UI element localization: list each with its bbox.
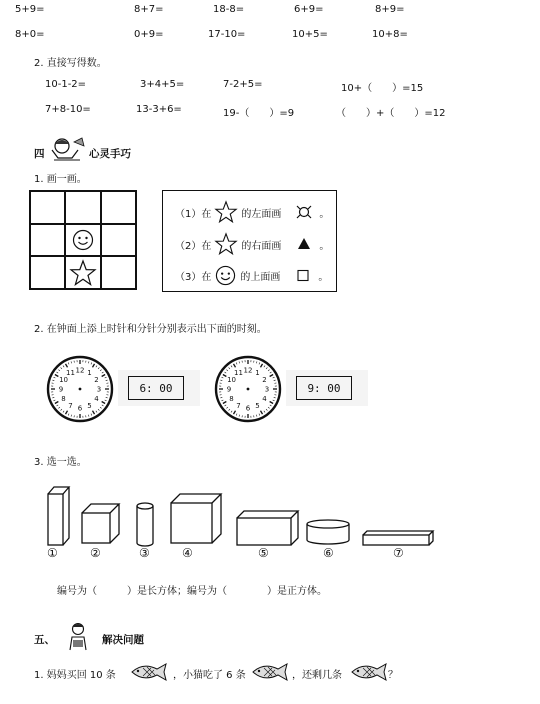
clock-tick	[91, 363, 92, 365]
fish-icon	[349, 662, 389, 682]
word-problem-1	[34, 666, 414, 686]
clock-tick	[55, 375, 58, 377]
problem-text: 6+9=	[294, 4, 324, 15]
clock-tick	[71, 361, 72, 363]
clock-tick	[93, 364, 95, 367]
clock-tick	[58, 370, 59, 371]
clock-tick	[54, 400, 56, 401]
clock-tick	[226, 370, 227, 371]
instruction-text: 的左面画	[241, 208, 282, 220]
shape-label: ⑦	[393, 546, 404, 560]
clock-numeral: 6	[77, 404, 83, 413]
smiley-icon	[215, 265, 236, 286]
cylinder-shape	[137, 503, 153, 546]
instruction-suffix: 。	[318, 272, 329, 283]
clock-tick	[273, 400, 275, 401]
clock-numeral: 12	[75, 366, 85, 375]
clock-numeral: 1	[255, 369, 260, 378]
clock-tick	[261, 364, 263, 367]
shape-label: ⑤	[258, 546, 269, 560]
clock-tick	[229, 409, 230, 410]
long-cuboid-shape	[363, 531, 433, 545]
grid-cell[interactable]	[101, 191, 136, 224]
clock-tick	[239, 415, 240, 417]
clock-tick	[52, 380, 54, 381]
shape-label: ②	[90, 546, 101, 560]
clock-numeral: 10	[59, 376, 69, 384]
problem-text: 5+9=	[15, 4, 45, 15]
clock-numeral: 6	[245, 404, 251, 413]
section-4-number: 四	[34, 148, 45, 160]
shape-label: ⑥	[323, 546, 334, 560]
clock-tick	[63, 411, 64, 413]
problem-text: 8+0=	[15, 29, 45, 40]
clock-numeral: 9	[226, 385, 232, 394]
clock-tick	[52, 397, 54, 398]
triangle-icon	[293, 237, 315, 251]
clock-tick	[54, 377, 56, 378]
clock-tick	[88, 415, 89, 417]
instruction-1	[175, 201, 329, 223]
clock-tick	[98, 367, 99, 368]
clock-tick	[259, 414, 260, 416]
clock-numeral: 8	[229, 395, 234, 403]
flat-cuboid-shape	[237, 511, 298, 545]
clock-numeral: 3	[264, 385, 270, 394]
grid-cell[interactable]	[65, 224, 100, 257]
clock-tick	[231, 366, 232, 368]
clock-tick	[261, 411, 263, 414]
clock-numeral: 2	[94, 376, 99, 384]
clock-numeral: 5	[255, 401, 260, 410]
cube-shape	[171, 494, 221, 543]
clock-tick	[106, 397, 108, 398]
star-icon	[215, 233, 237, 255]
choose-title: 3. 选一选。	[34, 457, 87, 468]
clock-tick	[226, 407, 227, 408]
shape-label: ③	[139, 546, 150, 560]
clock-numeral: 11	[234, 369, 243, 378]
instruction-suffix: 。	[319, 208, 330, 220]
clock-tick	[96, 366, 97, 368]
clock-tick	[98, 409, 99, 410]
instruction-text: （1）在	[175, 208, 212, 220]
solid-shapes	[0, 480, 540, 560]
clock-numeral: 4	[262, 395, 267, 403]
problem-text: ？	[388, 670, 398, 681]
tall-cuboid-shape	[48, 487, 69, 545]
clock-numeral: 3	[96, 385, 102, 394]
clock-tick	[220, 380, 222, 381]
problem-text: 18-8=	[213, 4, 245, 15]
problem-text: 8+7=	[134, 4, 164, 15]
clock-center-dot	[79, 388, 82, 391]
drawing-instructions-box	[162, 190, 337, 292]
time-box-6: 6: 00	[128, 376, 184, 400]
problem-text: 19-（ ）=9	[223, 108, 295, 119]
clock-tick	[236, 414, 237, 416]
instruction-text: （2）在	[175, 240, 212, 252]
clock-numeral: 1	[87, 369, 92, 378]
clock-tick	[225, 405, 227, 406]
problem-text: 10-1-2=	[45, 79, 87, 90]
clock-tick	[236, 363, 237, 365]
problem-text: 1. 妈妈买回 10 条	[34, 670, 116, 681]
clock-numeral: 11	[66, 369, 75, 378]
problem-text: 13-3+6=	[136, 104, 182, 115]
clock-tick	[270, 375, 273, 377]
child-mascot-icon	[48, 136, 88, 164]
clock-numeral: 8	[61, 395, 66, 403]
problem-text: 10+（ ）=15	[341, 83, 424, 94]
clock-tick	[88, 361, 89, 363]
clock-tick	[93, 411, 95, 414]
problem-text: 17-10=	[208, 29, 246, 40]
clock-tick	[259, 363, 260, 365]
clock-tick	[220, 397, 222, 398]
oral-row-1	[0, 4, 540, 18]
clock-numeral: 10	[227, 376, 237, 384]
problem-text: 8+9=	[375, 4, 405, 15]
clock-tick	[102, 402, 105, 404]
grid-cell[interactable]	[30, 224, 65, 257]
cylinder-shape	[307, 520, 349, 544]
clock-tick	[264, 366, 265, 368]
clock-tick	[234, 364, 236, 367]
question-2-title: 2. 直接写得数。	[34, 58, 107, 69]
problem-text: 7-2+5=	[223, 79, 263, 90]
clock-tick	[270, 405, 272, 406]
clock-tick	[63, 366, 64, 368]
problem-text: ，还剩几条	[292, 670, 342, 681]
blank-clock-face[interactable]	[214, 355, 282, 423]
clock-tick	[223, 375, 226, 377]
clock-tick	[270, 372, 272, 373]
clock-tick	[266, 409, 267, 410]
clock-tick	[100, 370, 101, 371]
instruction-suffix: 。	[319, 240, 330, 252]
clock-tick	[223, 402, 226, 404]
clock-tick	[231, 411, 232, 413]
clock-tick	[270, 402, 273, 404]
clock-tick	[229, 367, 230, 368]
square-icon	[292, 269, 314, 283]
grid-cell[interactable]	[65, 256, 100, 289]
fish-icon	[250, 662, 290, 682]
clock-tick	[66, 364, 68, 367]
oral-row-2	[0, 29, 540, 43]
clock-tick	[274, 380, 276, 381]
clock-tick	[61, 367, 62, 368]
problem-text: 0+9=	[134, 29, 164, 40]
clock-tick	[266, 367, 267, 368]
clock-tick	[102, 372, 104, 373]
clock-tick	[66, 411, 68, 414]
grid-cell[interactable]	[101, 224, 136, 257]
clock-tick	[55, 402, 58, 404]
clock-numeral: 7	[236, 401, 241, 410]
clock-numeral: 2	[262, 376, 267, 384]
instruction-text: 的右面画	[241, 240, 282, 252]
grid-cell[interactable]	[101, 256, 136, 289]
clock-tick	[61, 409, 62, 410]
clock-tick	[106, 380, 108, 381]
clock-question-title: 2. 在钟面上添上时针和分针分别表示出下面的时刻。	[34, 324, 267, 335]
clock-tick	[58, 407, 59, 408]
clock-tick	[100, 407, 101, 408]
problem-text: 10+5=	[292, 29, 328, 40]
clock-tick	[222, 377, 224, 378]
sun-icon	[293, 204, 315, 220]
clock-tick	[102, 375, 105, 377]
blank-clock-face[interactable]	[46, 355, 114, 423]
clock-tick	[68, 363, 69, 365]
problem-text: 10+8=	[372, 29, 408, 40]
grid-cell[interactable]	[30, 191, 65, 224]
mental-row-1	[0, 79, 540, 93]
shape-label: ①	[47, 546, 58, 560]
position-grid	[29, 190, 137, 290]
grid-cell[interactable]	[65, 191, 100, 224]
choose-answer-line: 编号为（ ）是长方体；编号为（ ）是正方体。	[57, 586, 327, 597]
clock-tick	[234, 411, 236, 414]
grid-cell[interactable]	[30, 256, 65, 289]
smiley-icon	[72, 229, 94, 251]
clock-numeral: 9	[58, 385, 64, 394]
section-5-title: 解决问题	[102, 634, 144, 646]
section-4-title: 心灵手巧	[89, 148, 131, 160]
clock-tick	[268, 407, 269, 408]
instruction-3	[175, 265, 328, 286]
instruction-text: （3）在	[175, 272, 212, 283]
clock-tick	[268, 370, 269, 371]
clock-tick	[105, 377, 107, 378]
instruction-text: 的上面画	[240, 272, 281, 283]
clock-tick	[71, 415, 72, 417]
problem-text: 7+8-10=	[45, 104, 91, 115]
clock-numeral: 12	[243, 366, 253, 375]
clock-tick	[274, 397, 276, 398]
clock-tick	[225, 372, 227, 373]
shape-label: ④	[182, 546, 193, 560]
star-icon	[70, 260, 96, 286]
clock-tick	[68, 414, 69, 416]
clock-tick	[102, 405, 104, 406]
clock-numeral: 4	[94, 395, 99, 403]
draw-title: 1. 画一画。	[34, 174, 87, 185]
instruction-2	[175, 233, 329, 255]
clock-tick	[96, 411, 97, 413]
time-box-9: 9: 00	[296, 376, 352, 400]
problem-text: （ ）+（ ）=12	[336, 108, 446, 119]
fish-icon	[129, 662, 169, 682]
clock-tick	[222, 400, 224, 401]
child-reading-icon	[66, 622, 90, 652]
clock-tick	[256, 415, 257, 417]
clock-numeral: 5	[87, 401, 92, 410]
clock-tick	[91, 414, 92, 416]
star-icon	[215, 201, 237, 223]
problem-text: ，小猫吃了 6 条	[173, 670, 246, 681]
mental-row-2	[0, 104, 540, 118]
clock-center-dot	[247, 388, 250, 391]
clock-tick	[239, 361, 240, 363]
clock-tick	[256, 361, 257, 363]
cube-shape	[82, 504, 119, 543]
clock-tick	[57, 405, 59, 406]
clock-tick	[57, 372, 59, 373]
clock-numeral: 7	[68, 401, 73, 410]
problem-text: 3+4+5=	[140, 79, 185, 90]
clock-tick	[105, 400, 107, 401]
section-5-number: 五、	[34, 634, 55, 646]
clock-tick	[264, 411, 265, 413]
clock-tick	[273, 377, 275, 378]
